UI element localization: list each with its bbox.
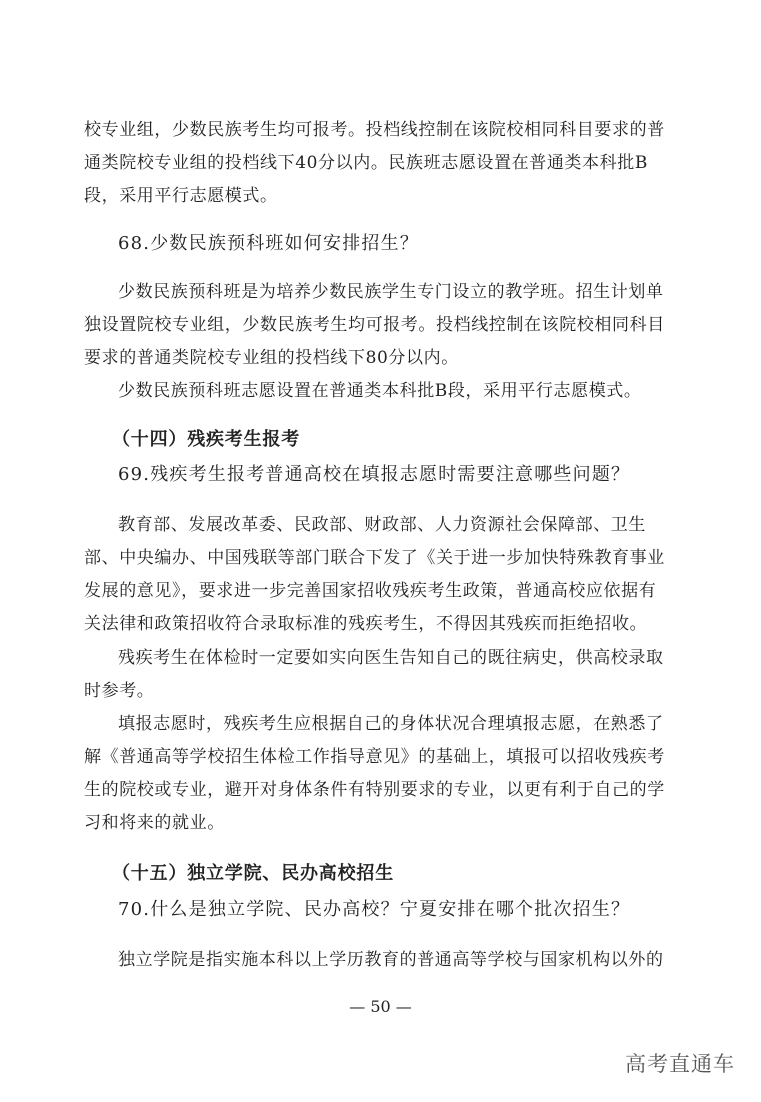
- body-line: 要求的普通类院校专业组的投档线下80分以内。: [84, 348, 459, 368]
- body-line: 填报志愿时，残疾考生应根据自己的身体状况合理填报志愿，在熟悉了: [118, 714, 664, 734]
- body-line: 习和将来的就业。: [84, 813, 225, 833]
- question-68-title: 68.少数民族预科班如何安排招生？: [118, 233, 420, 254]
- section-heading-15: （十五）独立学院、民办高校招生: [112, 863, 394, 884]
- page-number: — 50 —: [349, 997, 412, 1016]
- body-line: 段，采用平行志愿模式。: [84, 186, 278, 206]
- body-line: 教育部、发展改革委、民政部、财政部、人力资源社会保障部、卫生: [118, 515, 646, 535]
- body-line: 独立学院是指实施本科以上学历教育的普通高等学校与国家机构以外的: [118, 950, 664, 970]
- body-line: 校专业组，少数民族考生均可报考。投档线控制在该院校相同科目要求的普: [84, 120, 665, 140]
- body-line: 发展的意见》，要求进一步完善国家招收残疾考生政策，普通高校应依据有: [84, 581, 657, 601]
- body-line: 生的院校或专业，避开对身体条件有特别要求的专业，以更有利于自己的学: [84, 780, 665, 800]
- body-line: 解《普通高等学校招生体检工作指导意见》的基础上，填报可以招收残疾考: [84, 747, 665, 767]
- body-line: 关法律和政策招收符合录取标准的残疾考生，不得因其残疾而拒绝招收。: [84, 614, 648, 634]
- question-69-title: 69.残疾考生报考普通高校在填报志愿时需要注意哪些问题？: [118, 464, 631, 485]
- body-line: 少数民族预科班志愿设置在普通类本科批B段，采用平行志愿模式。: [118, 381, 642, 401]
- body-line: 独设置院校专业组，少数民族考生均可报考。投档线控制在该院校相同科目: [84, 315, 665, 335]
- watermark: 高考直通车: [625, 1052, 735, 1076]
- question-70-title: 70.什么是独立学院、民办高校？宁夏安排在哪个批次招生？: [118, 899, 631, 920]
- section-heading-14: （十四）残疾考生报考: [112, 429, 300, 450]
- body-line: 通类院校专业组的投档线下40分以内。民族班志愿设置在普通类本科批B: [84, 153, 648, 173]
- body-line: 残疾考生在体检时一定要如实向医生告知自己的既往病史，供高校录取: [118, 648, 664, 668]
- body-line: 少数民族预科班是为培养少数民族学生专门设立的教学班。招生计划单: [118, 282, 664, 302]
- body-line: 部、中央编办、中国残联等部门联合下发了《关于进一步加快特殊教育事业: [84, 548, 665, 568]
- body-line: 时参考。: [84, 681, 155, 701]
